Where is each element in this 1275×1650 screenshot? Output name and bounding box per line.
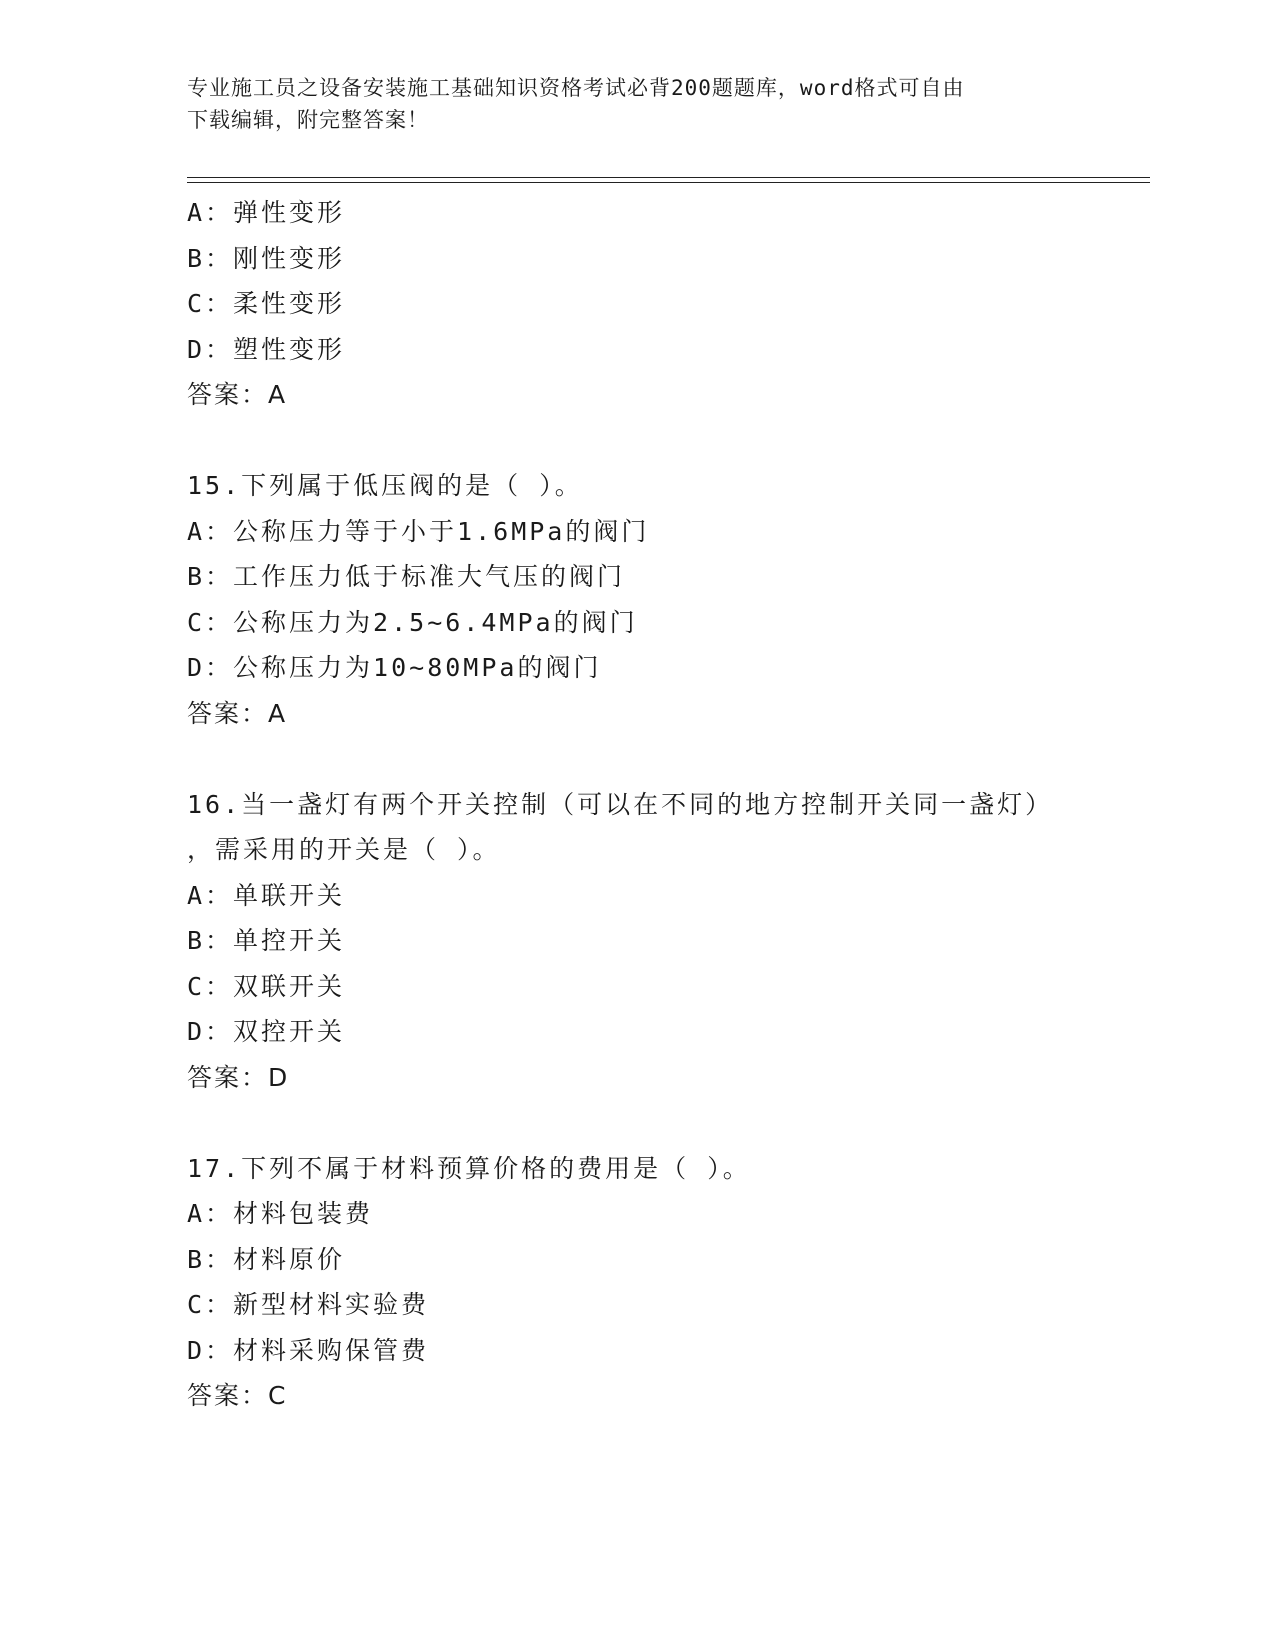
header-line-2: 下载编辑，附完整答案！ xyxy=(187,108,429,132)
question-17 xyxy=(187,1146,1147,1419)
header-divider-top xyxy=(187,177,1150,178)
question-stem: 15.下列属于低压阀的是（ ）。 xyxy=(187,471,583,500)
option-c: C：双联开关 xyxy=(187,971,346,1001)
option-b: B：单控开关 xyxy=(187,926,346,955)
question-stem: 17.下列不属于材料预算价格的费用是（ ）。 xyxy=(187,1153,751,1183)
spacer xyxy=(187,418,1147,464)
option-a: A：单联开关 xyxy=(187,880,346,910)
option-c: C：公称压力为2.5~6.4MPa的阀门 xyxy=(187,607,638,637)
header-line-1: 专业施工员之设备安装施工基础知识资格考试必背200题题库，word格式可自由 xyxy=(187,76,965,100)
question-15 xyxy=(187,463,1147,736)
answer: 答案：A xyxy=(187,698,288,728)
document-header xyxy=(187,72,1087,136)
spacer xyxy=(187,736,1147,782)
question-16 xyxy=(187,782,1147,1101)
option-b: B：工作压力低于标准大气压的阀门 xyxy=(187,562,626,591)
option-c: C：新型材料实验费 xyxy=(187,1290,430,1319)
option-a: A：弹性变形 xyxy=(187,198,346,227)
option-d: D：材料采购保管费 xyxy=(187,1335,430,1365)
answer: 答案：D xyxy=(187,1062,290,1092)
option-d: D：塑性变形 xyxy=(187,334,346,364)
option-b: B：材料原价 xyxy=(187,1244,346,1274)
spacer xyxy=(187,1100,1147,1146)
question-list xyxy=(187,190,1147,1419)
option-c: C：柔性变形 xyxy=(187,289,346,318)
option-a: A：材料包装费 xyxy=(187,1199,374,1228)
option-d: D：公称压力为10~80MPa的阀门 xyxy=(187,653,602,682)
question-stem-line-2: ，需采用的开关是（ ）。 xyxy=(187,835,501,864)
option-b: B：刚性变形 xyxy=(187,243,346,273)
option-d: D：双控开关 xyxy=(187,1017,346,1046)
answer: 答案：A xyxy=(187,380,288,409)
option-a: A：公称压力等于小于1.6MPa的阀门 xyxy=(187,516,650,546)
answer: 答案：C xyxy=(187,1381,288,1410)
question-14 xyxy=(187,190,1147,418)
header-divider-bottom xyxy=(187,182,1150,183)
question-stem-line-1: 16.当一盏灯有两个开关控制（可以在不同的地方控制开关同一盏灯） xyxy=(187,789,1054,819)
